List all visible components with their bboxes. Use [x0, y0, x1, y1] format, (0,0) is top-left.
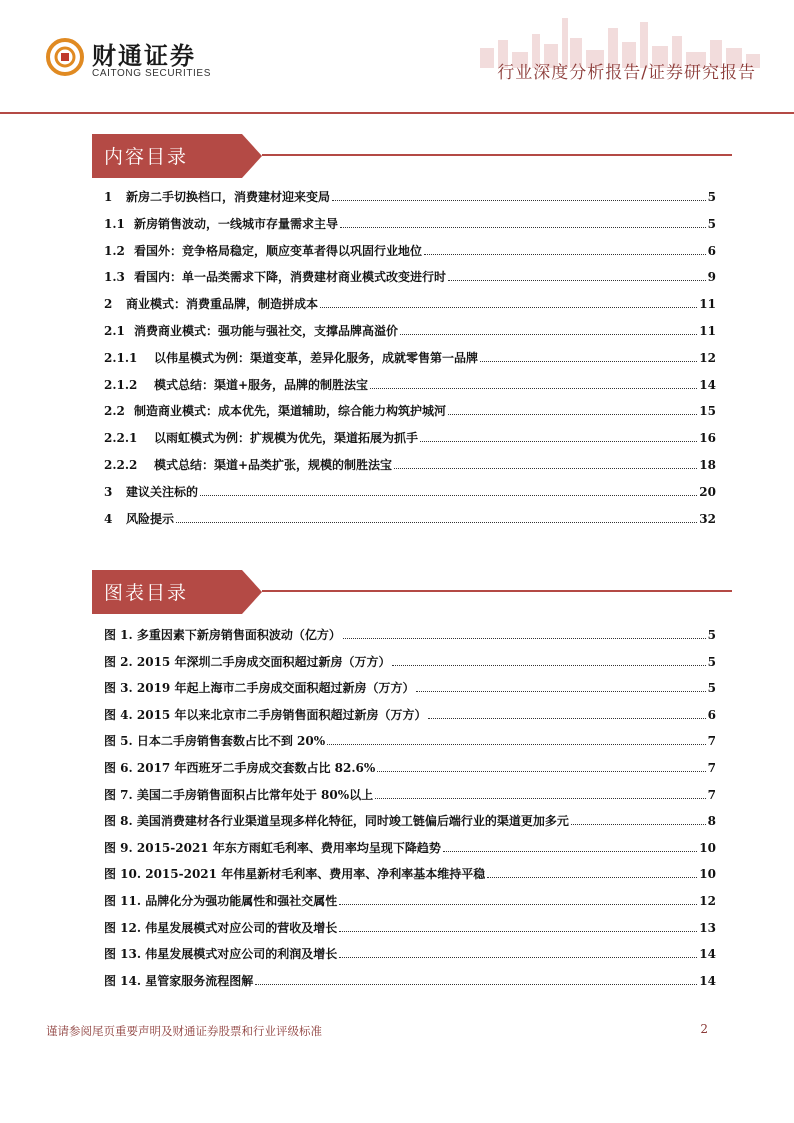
toc-entry-title: 新房销售波动，一线城市存量需求主导 [134, 216, 339, 231]
figure-entry[interactable] [104, 653, 716, 673]
toc-entry[interactable] [104, 295, 716, 315]
figure-entry-page: 6 [707, 707, 716, 722]
figure-entry-title: 图 2. 2015 年深圳二手房成交面积超过新房（万方） [104, 654, 391, 669]
toc-entry[interactable] [104, 215, 716, 235]
figure-entry-title: 图 13. 伟星发展模式对应公司的利润及增长 [104, 947, 338, 962]
figure-entry-page: 5 [707, 628, 716, 642]
footer-disclaimer: 谨请参阅尾页重要声明及财通证券股票和行业评级标准 [46, 1024, 322, 1038]
toc-entry-title: 商业模式：消费重品牌，制造拼成本 [126, 297, 319, 312]
toc-entry-number: 2.1.1 [104, 350, 138, 365]
dot-leader [377, 771, 705, 772]
toc-entry-page: 11 [699, 324, 716, 338]
toc-entry-title: 制造商业模式：成本优先，渠道辅助，综合能力构筑护城河 [134, 404, 447, 419]
toc-entry-title: 以雨虹模式为例：扩规模为优先，渠道拓展为抓手 [154, 431, 419, 446]
figure-entry-title: 图 11. 品牌化分为强功能属性和强社交属性 [104, 894, 338, 908]
figure-entry[interactable] [104, 945, 716, 965]
dot-leader [339, 904, 697, 905]
toc-entry[interactable] [104, 268, 716, 288]
figure-entry[interactable] [104, 626, 716, 646]
toc-entry-page: 16 [699, 431, 716, 446]
dot-leader [448, 414, 697, 415]
brand-name-cn: 财通证券 [92, 42, 196, 70]
figure-entry[interactable] [104, 759, 716, 779]
header-divider [0, 112, 794, 114]
dot-leader [571, 824, 706, 825]
toc-entry-number: 1.1 [104, 216, 125, 231]
dot-leader [480, 361, 697, 362]
banner-rule [262, 590, 732, 594]
figure-entry-title: 图 14. 星管家服务流程图解 [104, 973, 254, 988]
toc-entry-number: 1.2 [104, 243, 125, 258]
toc-entry-page: 9 [707, 270, 716, 285]
contents-title: 内容目录 [104, 146, 189, 168]
figure-entry-title: 图 8. 美国消费建材各行业渠道呈现多样化特征，同时竣工链偏后端行业的渠道更加多元 [104, 814, 569, 829]
dot-leader [320, 307, 697, 308]
toc-entry[interactable] [104, 402, 716, 422]
toc-entry-page: 5 [707, 190, 716, 204]
toc-entry-page: 32 [699, 511, 716, 526]
dot-leader [339, 957, 697, 958]
figure-entry-title: 图 7. 美国二手房销售面积占比常年处于 80%以上 [104, 787, 374, 802]
figures-title: 图表目录 [104, 582, 189, 604]
figure-entry-page: 10 [699, 867, 716, 882]
dot-leader [392, 665, 705, 666]
figure-entry[interactable] [104, 732, 716, 752]
figure-entry-title: 图 10. 2015-2021 年伟星新材毛利率、费用率、净利率基本维持平稳 [104, 867, 486, 882]
toc-entry-page: 5 [707, 216, 716, 231]
figure-entry-title: 图 1. 多重因素下新房销售面积波动（亿方） [104, 628, 341, 642]
figure-entry[interactable] [104, 706, 716, 726]
toc-entry-number: 2 [104, 297, 113, 312]
toc-entry-title: 以伟星模式为例：渠道变革，差异化服务，成就零售第一品牌 [154, 350, 479, 365]
toc-entry-number: 1.3 [104, 270, 125, 285]
page-number: 2 [700, 1022, 708, 1036]
toc-entry[interactable] [104, 429, 716, 449]
caitong-logo-icon [46, 38, 84, 76]
figures-section-header [92, 570, 732, 614]
contents-section-header [92, 134, 732, 178]
toc-entry-title: 建议关注标的 [126, 484, 199, 499]
dot-leader [487, 877, 697, 878]
figure-entry-page: 5 [707, 654, 716, 669]
figure-entry[interactable] [104, 679, 716, 699]
toc-entry-page: 14 [699, 377, 716, 392]
figure-entry-page: 7 [707, 787, 716, 802]
page-header [0, 0, 794, 118]
toc-entry-title: 风险提示 [126, 511, 175, 526]
figure-entry[interactable] [104, 812, 716, 832]
dot-leader [448, 280, 706, 281]
dot-leader [443, 851, 697, 852]
figure-entry-page: 14 [699, 947, 716, 962]
dot-leader [340, 227, 706, 228]
dot-leader [200, 495, 697, 496]
dot-leader [255, 984, 697, 985]
dot-leader [176, 522, 697, 523]
toc-entry-title: 看国外：竞争格局稳定，顺应变革者得以巩固行业地位 [134, 243, 423, 258]
figure-entry-page: 7 [707, 761, 716, 775]
toc-entry-page: 18 [699, 458, 716, 472]
toc-entry-page: 11 [699, 297, 716, 312]
toc-entry-title: 消费商业模式：强功能与强社交，支撑品牌高溢价 [134, 324, 399, 338]
toc-entry-title: 新房二手切换档口，消费建材迎来变局 [126, 190, 331, 204]
figure-entry-page: 14 [699, 973, 716, 988]
dot-leader [394, 468, 697, 469]
figure-entry-page: 8 [707, 814, 716, 829]
brand-name-en: CAITONG SECURITIES [92, 68, 211, 79]
toc-entry-number: 1 [104, 190, 113, 204]
figure-entry-page: 5 [707, 681, 716, 696]
toc-entry-number: 3 [104, 484, 113, 499]
figure-entry-title: 图 9. 2015-2021 年东方雨虹毛利率、费用率均呈现下降趋势 [104, 840, 441, 855]
figure-entry-page: 13 [699, 920, 716, 935]
toc-entry[interactable] [104, 510, 716, 530]
toc-entry-number: 2.2.1 [104, 431, 138, 446]
figure-entry[interactable] [104, 892, 716, 912]
figure-entry[interactable] [104, 865, 716, 885]
toc-entry[interactable] [104, 188, 716, 208]
figure-entry-page: 12 [699, 894, 716, 908]
figure-entry[interactable] [104, 919, 716, 939]
toc-entry-number: 2.1.2 [104, 377, 138, 392]
report-type-label: 行业深度分析报告/证券研究报告 [497, 63, 756, 83]
dot-leader [327, 744, 705, 745]
figure-entry-title: 图 5. 日本二手房销售套数占比不到 20% [104, 734, 326, 749]
figure-entry-title: 图 12. 伟星发展模式对应公司的营收及增长 [104, 920, 338, 935]
toc-entry-number: 2.1 [104, 324, 125, 338]
toc-entry[interactable] [104, 349, 716, 369]
dot-leader [375, 798, 705, 799]
toc-entry-title: 模式总结：渠道+品类扩张，规模的制胜法宝 [154, 458, 393, 472]
toc-entry-page: 12 [699, 350, 716, 365]
figure-entry-page: 7 [707, 734, 716, 749]
figure-entry-page: 10 [699, 840, 716, 855]
toc-entry-number: 2.2.2 [104, 458, 138, 472]
toc-entry[interactable] [104, 322, 716, 342]
dot-leader [428, 718, 705, 719]
figure-entry[interactable] [104, 786, 716, 806]
figure-entry-title: 图 6. 2017 年西班牙二手房成交套数占比 82.6% [104, 761, 376, 775]
dot-leader [370, 388, 697, 389]
toc-entry-page: 6 [707, 243, 716, 258]
dot-leader [332, 200, 706, 201]
toc-entry-number: 4 [104, 511, 113, 526]
dot-leader [416, 691, 705, 692]
dot-leader [424, 254, 706, 255]
figure-entry[interactable] [104, 839, 716, 859]
dot-leader [400, 334, 697, 335]
toc-entry[interactable] [104, 483, 716, 503]
toc-entry-page: 15 [699, 404, 716, 419]
dot-leader [420, 441, 697, 442]
banner-rule [262, 154, 732, 158]
toc-entry[interactable] [104, 376, 716, 396]
toc-entry-title: 模式总结：渠道+服务，品牌的制胜法宝 [154, 377, 369, 392]
toc-entry-title: 看国内：单一品类需求下降，消费建材商业模式改变进行时 [134, 270, 447, 285]
toc-entry[interactable] [104, 242, 716, 262]
figure-entry-title: 图 4. 2015 年以来北京市二手房销售面积超过新房（万方） [104, 707, 427, 722]
toc-entry[interactable] [104, 456, 716, 476]
dot-leader [343, 638, 706, 639]
toc-entry-page: 20 [699, 484, 716, 499]
dot-leader [339, 931, 697, 932]
figure-entry[interactable] [104, 972, 716, 992]
toc-entry-number: 2.2 [104, 404, 125, 419]
figure-entry-title: 图 3. 2019 年起上海市二手房成交面积超过新房（万方） [104, 681, 415, 696]
